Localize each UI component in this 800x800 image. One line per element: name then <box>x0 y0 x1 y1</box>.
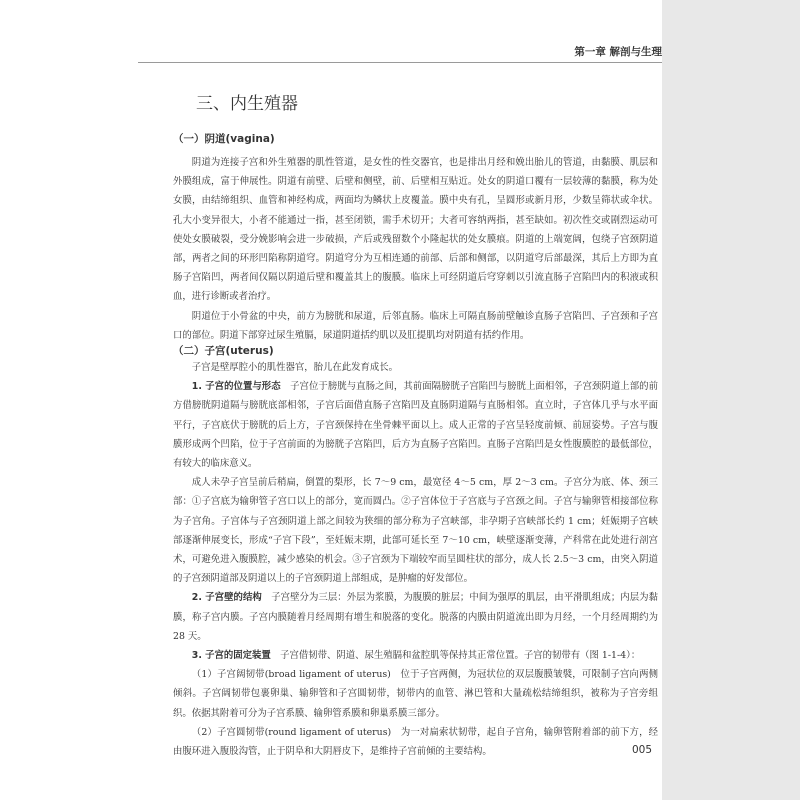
uterus-s3-text: 子宫借韧带、阴道、尿生殖膈和盆腔肌等保持其正常位置。子宫的韧带有（图 1-1-4）： <box>280 650 641 662</box>
uterus-intro: 子宫是壁厚腔小的肌性器官，胎儿在此发育成长。 <box>191 362 399 373</box>
uterus-section-1 <box>173 377 658 473</box>
uterus-body <box>173 358 658 761</box>
page-margin-strip <box>662 0 800 800</box>
uterus-s1-title: 1. 子宫的位置与形态 <box>191 381 281 393</box>
uterus-s1-text: 子宫位于膀胱与直肠之间，其前面隔膀胱子宫陷凹与膀胱上面相邻，子宫颈阴道上部的前方借膀胱阴道隔与膀胱底部相邻，子宫后面借直肠子宫陷凹及直肠阴道隔与直肠相邻。直立时，子宫体几乎与水平面平行，子宫底伏于膀胱的后上方，子宫颈保持在坐骨棘平面以上。成人正常的子宫呈轻度前倾、前屈姿势。子宫与腹膜形成两个凹陷，位于子宫前面的为膀胱子宫陷凹，后方为直肠子宫陷凹。直肠子宫陷凹是女性腹膜腔的最低部位，有较大的临床意义。 <box>173 381 658 470</box>
ligament-2: （2）子宫圆韧带(round ligament of uterus) 为一对扁索状韧带，起自子宫角，输卵管附着部的前下方，经由腹环进入腹股沟管，止于阴阜和大阴唇皮下，是维持子宫前倾的主要结构。 <box>173 726 658 758</box>
chapter-header: 第一章 解剖与生理 <box>574 46 662 58</box>
ligament-1: （1）子宫阔韧带(broad ligament of uterus) 位于子宫两侧，为冠状位的双层腹膜皱襞，可限制子宫向两侧倾斜。子宫阔韧带包裹卵巢、输卵管和子宫圆韧带，韧带内的血管、淋巴管和大量疏松结缔组织，被称为子宫旁组织。依据其附着可分为子宫系膜、输卵管系膜和卵巢系膜三部分。 <box>173 669 658 719</box>
uterus-section-1-part-2: 成人未孕子宫呈前后稍扁，倒置的梨形，长 7～9 cm，最宽径 4～5 cm，厚 2～3 cm。子宫分为底、体、颈三部：①子宫底为输卵管子宫口以上的部分，宽而圆凸。②子宫体位于子宫底与子宫颈之间。子宫与输卵管相接部位称为子宫角。子宫体与子宫颈阴道上部之间较为狭细的部分称为子宫峡部，非孕期子宫峡部长约 1 cm；妊娠期子宫峡部逐渐伸展变长，形成“子宫下段”，至妊娠末期，此部可延长至 7～10 cm，峡壁逐渐变薄，产科常在此处进行剖宫术，可避免进入腹膜腔，减少感染的机会。③子宫颈为下端较窄而呈圆柱状的部分，成人长 2.5～3 cm，由突入阴道的子宫颈阴道部及阴道以上的子宫颈阴道上部组成，是肿瘤的好发部位。 <box>173 477 658 585</box>
uterus-s3-title: 3. 子宫的固定装置 <box>191 650 271 662</box>
book-page <box>138 0 662 800</box>
uterus-heading: （二）子宫(uterus) <box>173 345 274 357</box>
uterus-section-2 <box>173 588 658 646</box>
section-title: 三、内生殖器 <box>196 94 298 114</box>
vagina-paragraph-1: 阴道为连接子宫和外生殖器的肌性管道，是女性的性交器官，也是排出月经和娩出胎儿的管道，由黏膜、肌层和外膜组成，富于伸展性。阴道有前壁、后壁和侧壁，前、后壁相互贴近。处女的阴道口覆有一层较薄的黏膜，称为处女膜，由结缔组织、血管和神经构成，两面均为鳞状上皮覆盖。膜中央有孔，呈圆形或新月形，少数呈筛状或伞状。孔大小变异很大，小者不能通过一指，甚至闭锁，需手术切开；大者可容纳两指，甚至缺如。初次性交或剧烈运动可使处女膜破裂，受分娩影响会进一步破损，产后或残留数个小隆起状的处女膜痕。阴道的上端宽阔，包绕子宫颈阴道部，两者之间的环形凹陷称阴道穹。阴道穹分为互相连通的前部、后部和侧部，以阴道穹后部最深，其后上方即为直肠子宫陷凹，两者间仅隔以阴道后壁和覆盖其上的腹膜。临床上可经阴道后穹穿刺以引流直肠子宫陷凹内的积液或积血，进行诊断或者治疗。 <box>173 157 658 303</box>
uterus-s2-title: 2. 子宫壁的结构 <box>191 592 262 604</box>
page-number: 005 <box>631 744 652 756</box>
header-rule <box>138 62 662 63</box>
uterus-s2-text: 子宫壁分为三层：外层为浆膜，为腹膜的脏层；中间为强厚的肌层，由平滑肌组成；内层为黏膜，称子宫内膜。子宫内膜随着月经周期有增生和脱落的变化。脱落的内膜由阴道流出即为月经，一个月经周期约为 28 天。 <box>173 592 658 642</box>
uterus-section-3 <box>173 646 658 665</box>
vagina-heading: （一）阴道(vagina) <box>173 133 275 145</box>
vagina-body <box>173 153 658 345</box>
vagina-paragraph-2: 阴道位于小骨盆的中央，前方为膀胱和尿道，后邻直肠。临床上可隔直肠前壁触诊直肠子宫陷凹、子宫颈和子宫口的部位。阴道下部穿过尿生殖膈，尿道阴道括约肌以及肛提肌均对阴道有括约作用。 <box>173 310 658 341</box>
